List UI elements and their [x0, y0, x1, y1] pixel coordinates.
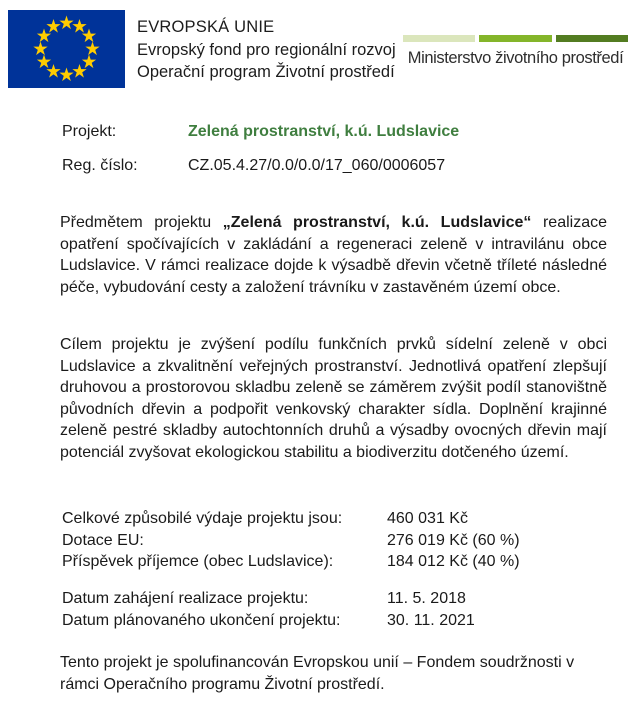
financial-row-eu-grant [62, 530, 608, 552]
ministry-bar-dark [556, 35, 628, 42]
paragraph-1-project-name: „Zelená prostranství, k.ú. Ludslavice“ [222, 214, 532, 231]
paragraph-project-goal: Cílem projektu je zvýšení podílu funkčních prvků sídelní zeleně v obci Ludslavice a zkvalitnění veřejných prostranství. Jednotlivá opatření zlepšují druhovou a prostorovou skladbu zeleně se záměrem zvýšit podíl stanovištně původních dřevin a podpořit venkovský charakter sídla. Doplnění krajinné zeleně pestré skladby autochtonních druhů a výsadby ovocných dřevin mají potenciál zvyšovat ekologickou stabilitu a biodiverzitu dotčeného území. [60, 336, 607, 461]
row-label: Datum plánovaného ukončení projektu: [62, 611, 341, 629]
row-label: Celkové způsobilé výdaje projektu jsou: [62, 510, 343, 527]
paragraph-1-suffix: realizace opatření spočívajících v zakládání a regeneraci zeleně v intravilánu obce Ludslavice. V rámci realizace dojde k výsadbě dřevin včetně tříleté následné péče, vybudování cesty a založení trávníku v zastavěném území obce. [60, 214, 607, 296]
paragraph-project-subject [60, 212, 607, 298]
eu-programme-text [137, 16, 396, 84]
row-value: 30. 11. 2021 [387, 611, 475, 629]
row-label: Dotace EU: [62, 531, 144, 549]
cofinancing-statement: Tento projekt je spolufinancován Evropskou unií – Fondem soudržnosti v rámci Operačního programu Životní prostředí. [60, 654, 575, 693]
paragraph-1-prefix: Předmětem projektu [60, 214, 223, 231]
row-value: 184 012 Kč (40 %) [387, 553, 520, 570]
row-label: Příspěvek příjemce (obec Ludslavice): [62, 553, 334, 570]
financials-block [62, 508, 608, 573]
registration-label: Reg. číslo: [62, 157, 138, 174]
ministry-bar-medium [479, 35, 551, 42]
date-row-start [62, 588, 608, 610]
financial-row-total [62, 508, 608, 530]
project-row [62, 123, 608, 141]
registration-row [62, 157, 608, 175]
financial-row-recipient [62, 551, 608, 573]
date-row-end [62, 610, 608, 632]
row-value: 11. 5. 2018 [387, 590, 466, 607]
ministry-bar-light [403, 35, 475, 42]
ministry-logo [403, 35, 628, 68]
registration-number: CZ.05.4.27/0.0/0.0/17_060/0006057 [188, 157, 446, 174]
eu-union-line: EVROPSKÁ UNIE [137, 18, 275, 36]
row-value: 460 031 Kč [387, 510, 468, 527]
ministry-logo-bars [403, 35, 628, 42]
dates-block [62, 588, 608, 631]
row-label: Datum zahájení realizace projektu: [62, 590, 309, 607]
project-title: Zelená prostranství, k.ú. Ludslavice [188, 123, 460, 140]
eu-flag-logo [8, 10, 125, 88]
project-label: Projekt: [62, 123, 117, 140]
eu-fund-line: Evropský fond pro regionální rozvoj [137, 40, 396, 59]
row-value: 276 019 Kč (60 %) [387, 531, 520, 549]
ministry-logo-label: Ministerstvo životního prostředí [407, 49, 624, 67]
eu-programme-line: Operační program Životní prostředí [137, 63, 395, 81]
